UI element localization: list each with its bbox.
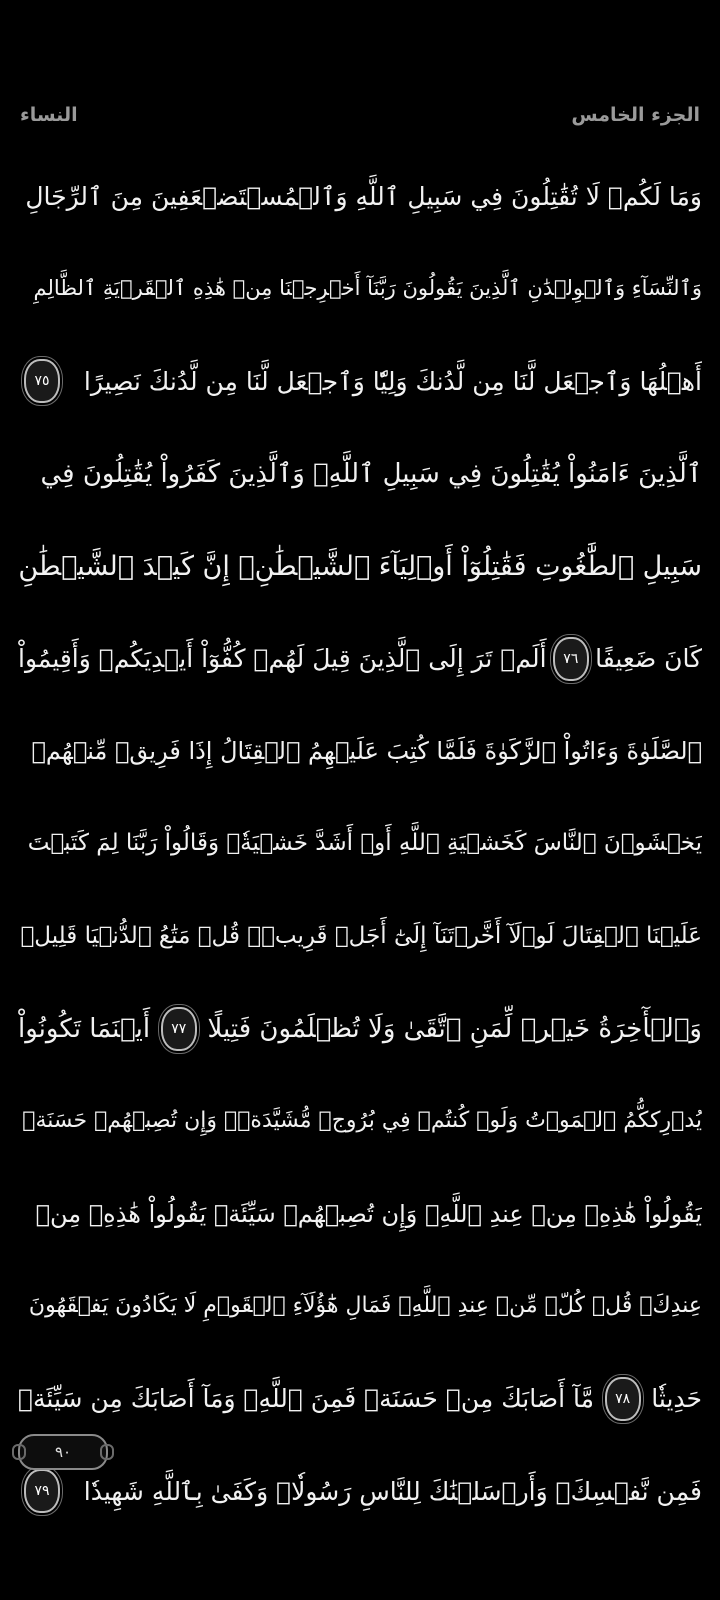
verse-text: يَخۡشَوۡنَ ٱلنَّاسَ كَخَشۡيَةِ ٱللَّهِ أَوۡ أَشَدَّ خَشۡيَةٗۚ وَقَالُواْ رَبَّنَا لِمَ كَتَبۡتَ bbox=[27, 830, 702, 857]
verse-text: فَمِن نَّفۡسِكَۚ وَأَرۡسَلۡنَٰكَ لِلنَّاسِ رَسُولٗاۚ وَكَفَىٰ بِٱللَّهِ شَهِيدٗا bbox=[83, 1476, 702, 1506]
ayah-number-marker[interactable]: ٧٥ bbox=[24, 359, 60, 403]
text-line bbox=[18, 1168, 702, 1261]
verse-text: حَدِيثٗا bbox=[651, 1384, 702, 1414]
verse-text: وَٱلۡأٓخِرَةُ خَيۡرٞ لِّمَنِ ٱتَّقَىٰ وَلَا تُظۡلَمُونَ فَتِيلًا bbox=[207, 1013, 702, 1044]
verse-text: أَيۡنَمَا تَكُونُواْ bbox=[18, 1013, 151, 1044]
verse-text: أَلَمۡ تَرَ إِلَى ٱلَّذِينَ قِيلَ لَهُمۡ كُفُّوٓاْ أَيۡدِيَكُمۡ وَأَقِيمُواْ bbox=[18, 644, 547, 674]
ayah-number-marker[interactable]: ٧٧ bbox=[161, 1007, 197, 1051]
text-line bbox=[18, 798, 702, 891]
verse-text: كَانَ ضَعِيفًا bbox=[595, 644, 702, 674]
text-line bbox=[18, 1445, 702, 1538]
verse-text: أَهۡلُهَا وَٱجۡعَل لَّنَا مِن لَّدُنكَ وَلِيّٗا وَٱجۡعَل لَّنَا مِن لَّدُنكَ نَصِيرًا bbox=[83, 366, 702, 396]
ayah-number-marker[interactable]: ٧٩ bbox=[24, 1469, 60, 1513]
mushaf-page[interactable] bbox=[18, 150, 702, 1538]
text-line bbox=[18, 428, 702, 521]
page-header bbox=[20, 98, 700, 132]
verse-text: وَمَا لَكُمۡ لَا تُقَٰتِلُونَ فِي سَبِيلِ ٱللَّهِ وَٱلۡمُسۡتَضۡعَفِينَ مِنَ ٱلرِّجَالِ bbox=[25, 181, 702, 211]
text-line bbox=[18, 335, 702, 428]
juz-name: الجزء الخامس bbox=[571, 104, 700, 126]
text-line bbox=[18, 1075, 702, 1168]
verse-text: عِندِكَۚ قُلۡ كُلّٞ مِّنۡ عِندِ ٱللَّهِۖ فَمَالِ هَٰٓؤُلَآءِ ٱلۡقَوۡمِ لَا يَكَادُونَ يَفۡقَهُونَ bbox=[28, 1293, 702, 1319]
verse-text: مَّآ أَصَابَكَ مِنۡ حَسَنَةٖ فَمِنَ ٱللَّهِۖ وَمَآ أَصَابَكَ مِن سَيِّئَةٖ bbox=[18, 1384, 594, 1414]
verse-text: يَقُولُواْ هَٰذِهِۦ مِنۡ عِندِ ٱللَّهِۖ وَإِن تُصِبۡهُمۡ سَيِّئَةٞ يَقُولُواْ هَٰذِهِۦ مِنۡ bbox=[35, 1199, 702, 1228]
surah-name: النساء bbox=[20, 104, 78, 126]
verse-text: يُدۡرِككُّمُ ٱلۡمَوۡتُ وَلَوۡ كُنتُمۡ فِي بُرُوجٖ مُّشَيَّدَةٖۗ وَإِن تُصِبۡهُمۡ حَسَنَةٞ bbox=[22, 1108, 702, 1134]
page-footer bbox=[18, 1432, 108, 1472]
page-number: ٩٠ bbox=[54, 1443, 72, 1461]
verse-text: عَلَيۡنَا ٱلۡقِتَالَ لَوۡلَآ أَخَّرۡتَنَآ إِلَىٰٓ أَجَلٖ قَرِيبٖۗ قُلۡ مَتَٰعُ ٱلدُّنۡيَا قَلِيلٞ bbox=[20, 922, 702, 949]
verse-text: وَٱلنِّسَآءِ وَٱلۡوِلۡدَٰنِ ٱلَّذِينَ يَقُولُونَ رَبَّنَآ أَخۡرِجۡنَا مِنۡ هَٰذِهِ ٱلۡقَرۡيَةِ ٱلظَّالِمِ bbox=[33, 276, 702, 301]
text-line bbox=[18, 983, 702, 1076]
text-line bbox=[18, 150, 702, 243]
text-line bbox=[18, 520, 702, 613]
text-line bbox=[18, 243, 702, 336]
ayah-number-marker[interactable]: ٧٨ bbox=[605, 1377, 641, 1421]
ayah-number-marker[interactable]: ٧٦ bbox=[553, 637, 589, 681]
verse-text: ٱلصَّلَوٰةَ وَءَاتُواْ ٱلزَّكَوٰةَ فَلَمَّا كُتِبَ عَلَيۡهِمُ ٱلۡقِتَالُ إِذَا فَرِيقٞ مِّنۡهُمۡ bbox=[31, 737, 702, 766]
verse-text: سَبِيلِ ٱلطَّٰغُوتِ فَقَٰتِلُوٓاْ أَوۡلِيَآءَ ٱلشَّيۡطَٰنِۖ إِنَّ كَيۡدَ ٱلشَّيۡطَٰنِ bbox=[18, 550, 702, 582]
text-line bbox=[18, 1353, 702, 1446]
verse-text: ٱلَّذِينَ ءَامَنُواْ يُقَٰتِلُونَ فِي سَبِيلِ ٱللَّهِۖ وَٱلَّذِينَ كَفَرُواْ يُقَٰتِلُونَ فِي bbox=[40, 458, 702, 489]
text-line bbox=[18, 890, 702, 983]
text-line bbox=[18, 705, 702, 798]
text-line bbox=[18, 613, 702, 706]
text-line bbox=[18, 1260, 702, 1353]
page-number-badge bbox=[18, 1434, 108, 1470]
